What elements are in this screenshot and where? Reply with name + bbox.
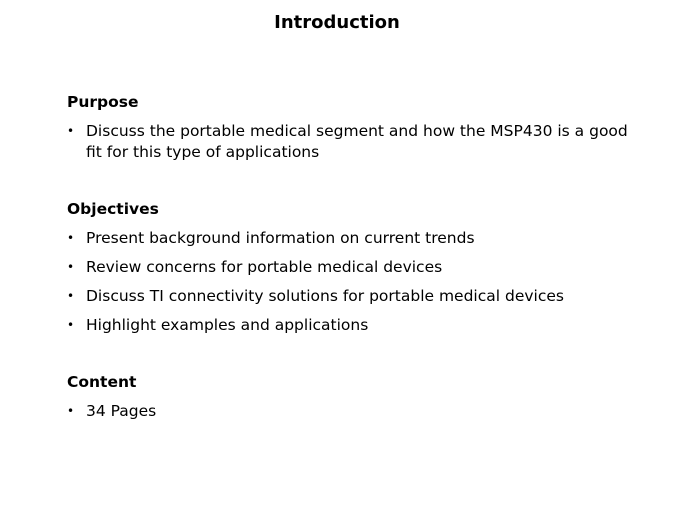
bullet-icon: •: [67, 404, 75, 418]
content-heading: Content: [67, 373, 137, 391]
objectives-list: [67, 228, 647, 336]
bullet-text: Highlight examples and applications: [86, 316, 369, 334]
bullet-text: Review concerns for portable medical devices: [86, 258, 443, 276]
list-item: [67, 228, 647, 249]
bullet-icon: •: [67, 260, 75, 274]
purpose-list: [67, 121, 647, 163]
bullet-text: Discuss TI connectivity solutions for portable medical devices: [86, 287, 564, 305]
list-item: [67, 401, 647, 422]
list-item: [67, 121, 647, 163]
bullet-text: 34 Pages: [86, 402, 157, 420]
bullet-icon: •: [67, 318, 75, 332]
objectives-heading: Objectives: [67, 200, 159, 218]
objectives-section: [67, 199, 647, 344]
list-item: [67, 286, 647, 307]
bullet-text: Present background information on current trends: [86, 229, 475, 247]
list-item: [67, 257, 647, 278]
list-item: [67, 315, 647, 336]
bullet-text: Discuss the portable medical segment and how the MSP430 is a good fit for this type of applications: [86, 122, 628, 161]
slide-title: Introduction: [274, 12, 400, 33]
purpose-heading: Purpose: [67, 93, 139, 111]
bullet-icon: •: [67, 231, 75, 245]
purpose-section: [67, 92, 647, 171]
bullet-icon: •: [67, 289, 75, 303]
content-list: [67, 401, 647, 422]
content-section: [67, 372, 647, 430]
bullet-icon: •: [67, 124, 75, 138]
